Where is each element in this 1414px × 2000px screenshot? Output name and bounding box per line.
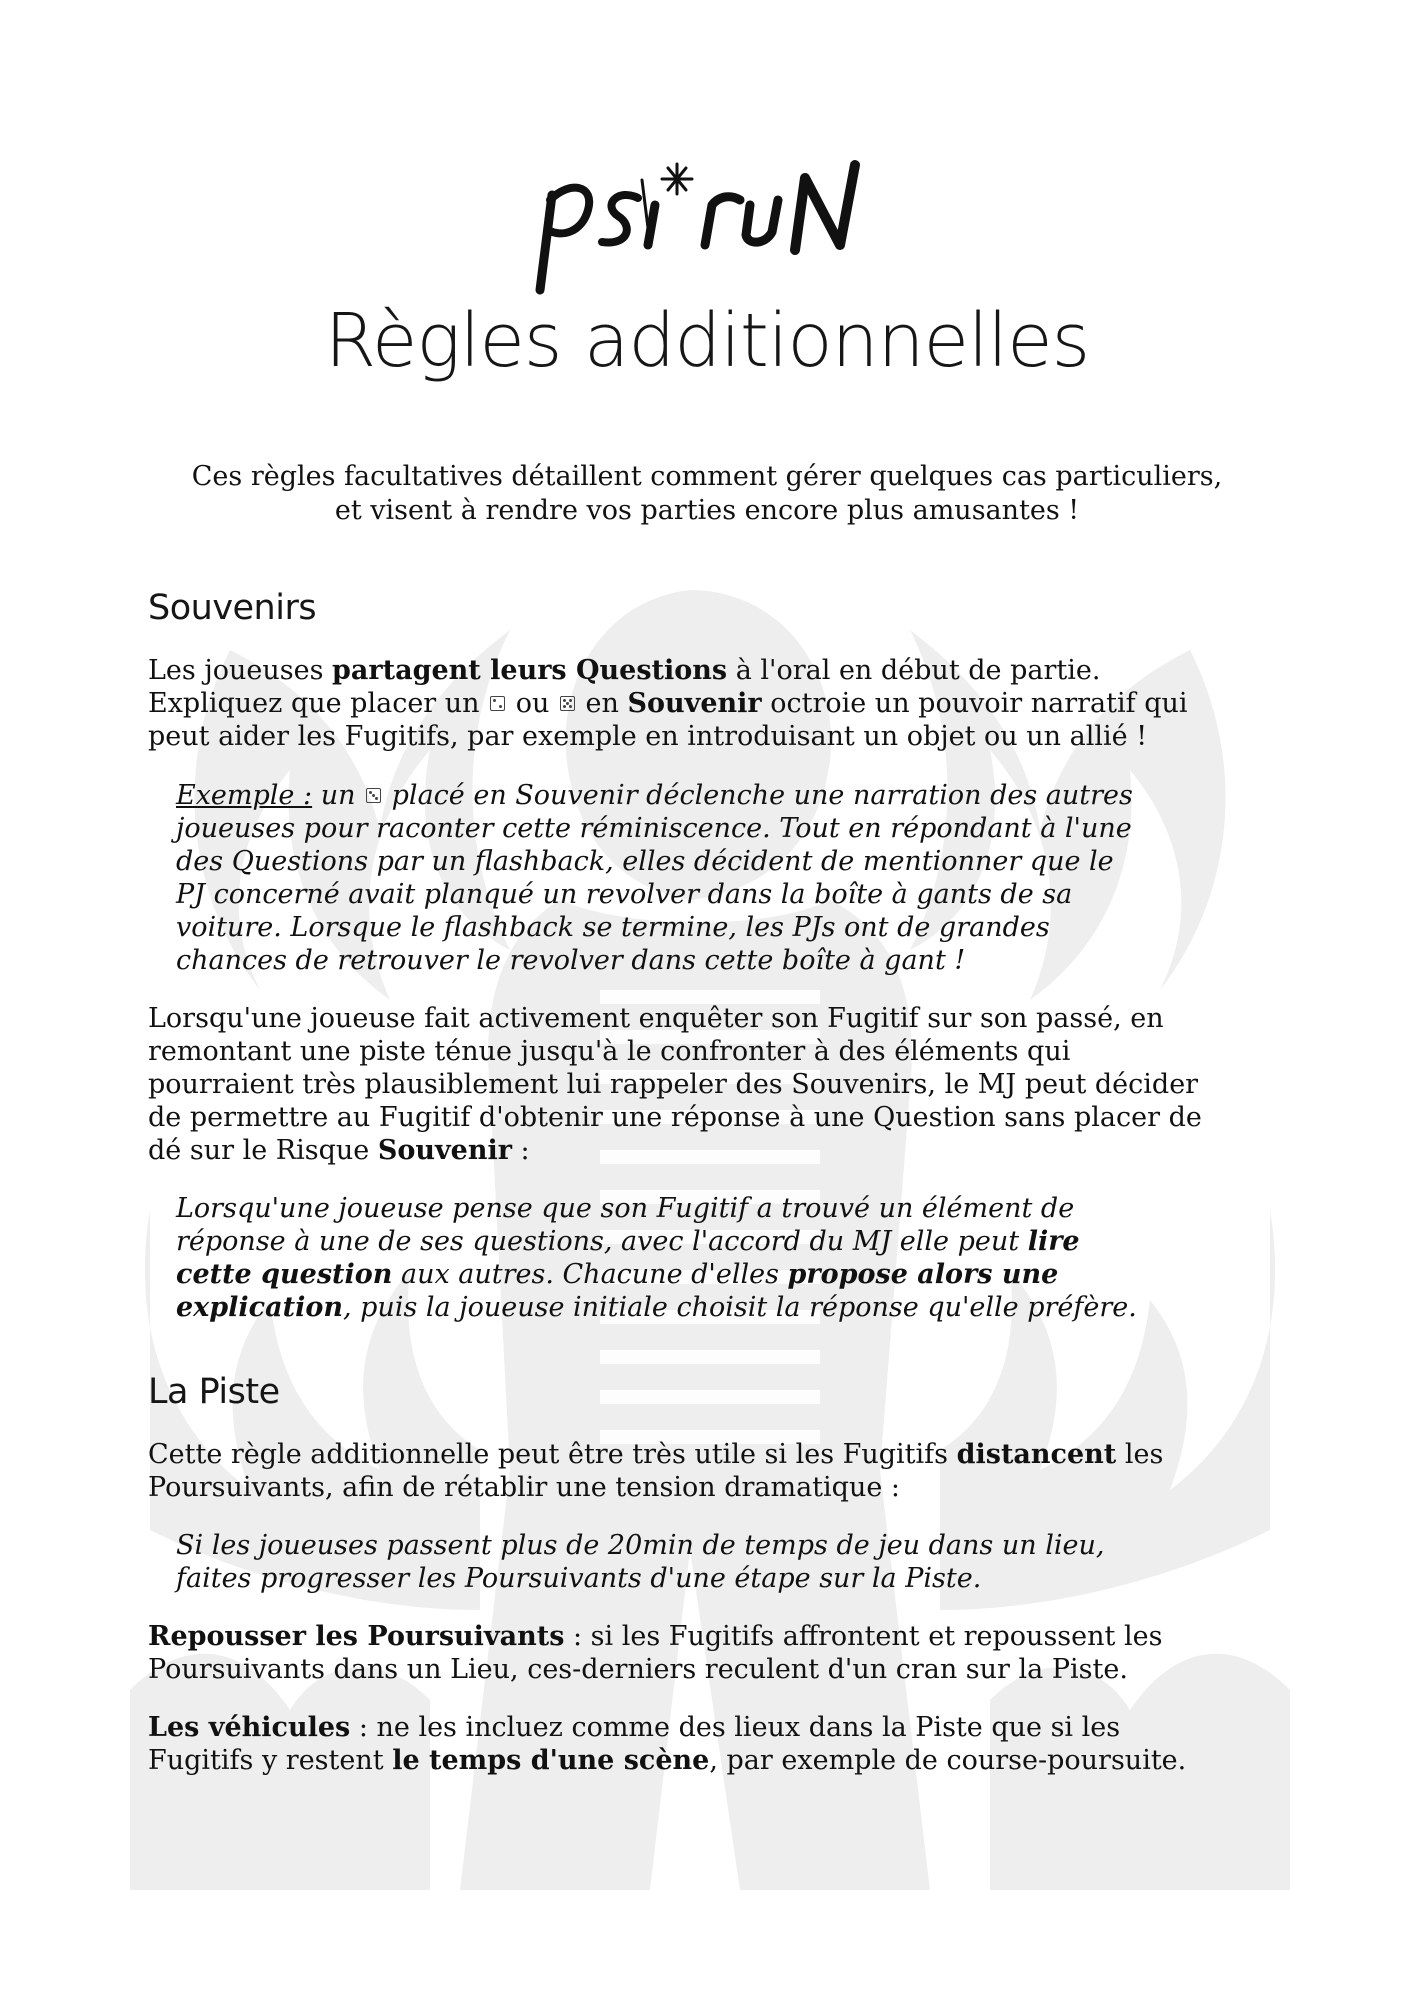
- text-line: cette question aux autres. Chacune d'elles propose alors une: [176, 1259, 1059, 1290]
- intro-line: Ces règles facultatives détaillent comment gérer quelques cas particuliers,: [191, 461, 1223, 492]
- text-line: Poursuivants, afin de rétablir une tension dramatique :: [148, 1472, 900, 1503]
- text-line: pourraient très plausiblement lui rappeler des Souvenirs, le MJ peut décider: [148, 1069, 1199, 1100]
- intro-text: [100, 460, 1314, 528]
- text-line: remontant une piste ténue jusqu'à le confronter à des éléments qui: [148, 1036, 1071, 1067]
- paragraph: [148, 1002, 1278, 1167]
- text-line: réponse à une de ses questions, avec l'accord du MJ elle peut lire: [176, 1226, 1080, 1257]
- text-line: dé sur le Risque Souvenir :: [148, 1135, 530, 1166]
- section-heading-souvenirs: Souvenirs: [148, 588, 317, 628]
- paragraph: [148, 1620, 1278, 1686]
- text-line: joueuses pour raconter cette réminiscence. Tout en répondant à l'une: [176, 813, 1132, 844]
- text-line: chances de retrouver le revolver dans cette boîte à gant !: [176, 945, 966, 976]
- text-line: Poursuivants dans un Lieu, ces-derniers reculent d'un cran sur la Piste.: [148, 1654, 1128, 1685]
- die-three-icon: [366, 788, 381, 803]
- die-two-icon: [490, 696, 505, 711]
- main-content: [148, 588, 1278, 1777]
- text-line: explication, puis la joueuse initiale choisit la réponse qu'elle préfère.: [176, 1292, 1137, 1323]
- text-line: faites progresser les Poursuivants d'une étape sur la Piste.: [176, 1563, 982, 1594]
- text-line: Si les joueuses passent plus de 20min de temps de jeu dans un lieu,: [176, 1530, 1105, 1561]
- psirun-logo: [510, 150, 890, 310]
- intro-line: et visent à rendre vos parties encore plus amusantes !: [334, 495, 1080, 526]
- paragraph: [148, 1711, 1278, 1777]
- text-line: Fugitifs y restent le temps d'une scène, par exemple de course-poursuite.: [148, 1745, 1187, 1776]
- example-block: [148, 779, 1278, 977]
- text-line: des Questions par un flashback, elles décident de mentionner que le: [176, 846, 1114, 877]
- text-line: Lorsqu'une joueuse fait activement enquêter son Fugitif sur son passé, en: [148, 1003, 1164, 1034]
- text-line: Expliquez que placer un ou en Souvenir octroie un pouvoir narratif qui: [148, 688, 1188, 719]
- text-line: Lorsqu'une joueuse pense que son Fugitif a trouvé un élément de: [176, 1193, 1075, 1224]
- paragraph: [148, 654, 1278, 753]
- text-line: Les véhicules : ne les incluez comme des lieux dans la Piste que si les: [148, 1712, 1121, 1743]
- page-title: Règles additionnelles: [324, 298, 1090, 384]
- text-line: de permettre au Fugitif d'obtenir une réponse à une Question sans placer de: [148, 1102, 1202, 1133]
- die-five-icon: [560, 696, 575, 711]
- section-heading-la-piste: La Piste: [148, 1372, 280, 1412]
- text-line: peut aider les Fugitifs, par exemple en introduisant un objet ou un allié !: [148, 721, 1148, 752]
- rule-block: [148, 1529, 1278, 1595]
- text-line: Les joueuses partagent leurs Questions à l'oral en début de partie.: [148, 655, 1101, 686]
- paragraph: [148, 1438, 1278, 1504]
- text-line: voiture. Lorsque le flashback se termine, les PJs ont de grandes: [176, 912, 1050, 943]
- text-line: Cette règle additionnelle peut être très utile si les Fugitifs distancent les: [148, 1439, 1164, 1470]
- rule-block: [148, 1192, 1278, 1324]
- text-line: Repousser les Poursuivants : si les Fugitifs affrontent et repoussent les: [148, 1621, 1163, 1652]
- text-line: PJ concerné avait planqué un revolver dans la boîte à gants de sa: [176, 879, 1073, 910]
- text-line: Exemple : un placé en Souvenir déclenche une narration des autres: [176, 780, 1133, 811]
- example-label: Exemple :: [176, 780, 313, 811]
